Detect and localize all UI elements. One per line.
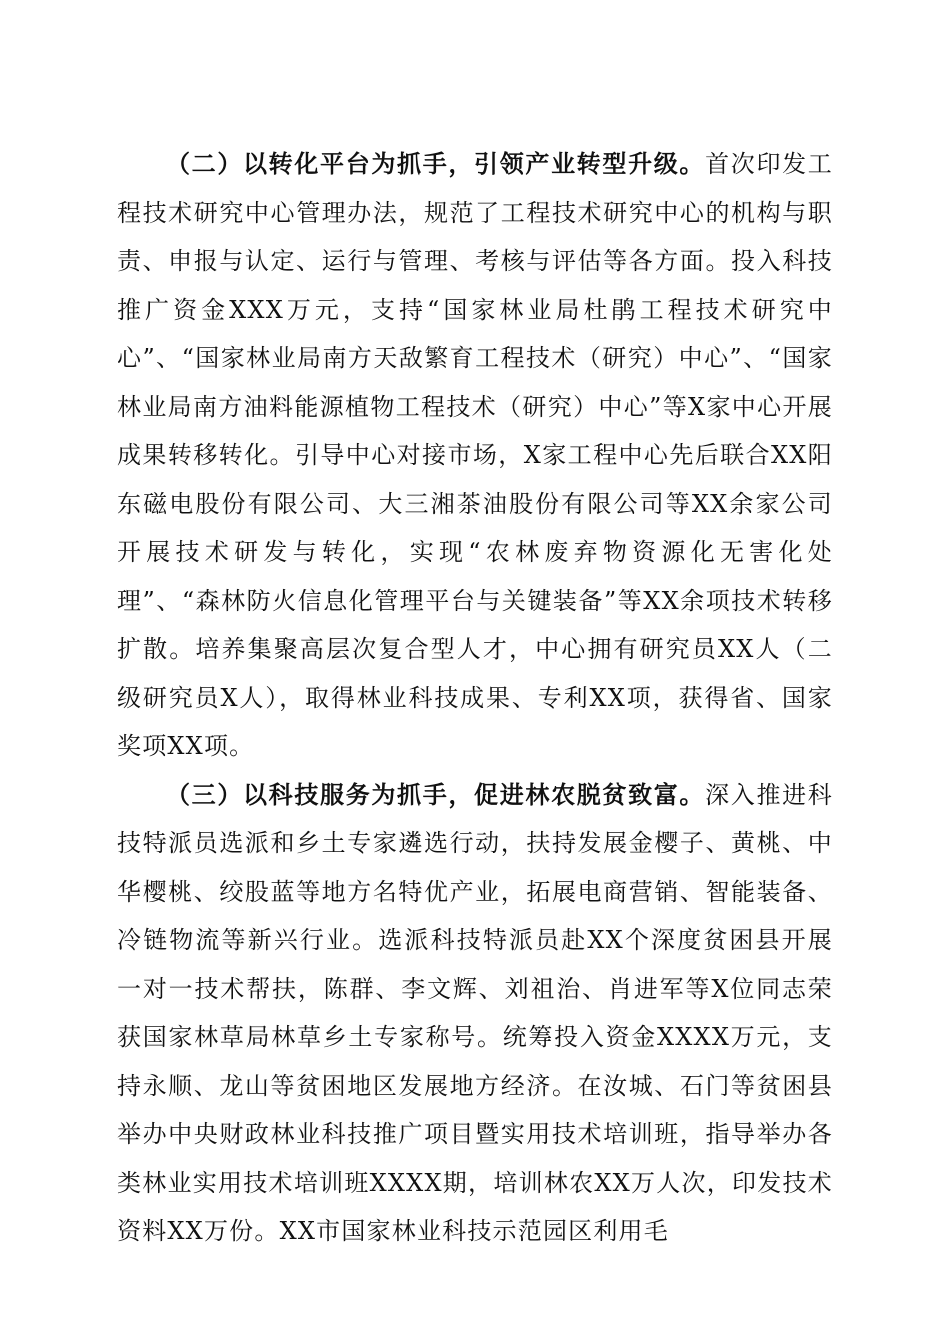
- paragraph-tech-services: [117, 771, 833, 1256]
- paragraph-body: 首次印发工程技术研究中心管理办法，规范了工程技术研究中心的机构与职责、申报与认定、运行与管理、考核与评估等各方面。投入科技推广资金XXX万元，支持“国家林业局杜鹃工程技术研究中心”、“国家林业局南方天敌繁育工程技术（研究）中心”、“国家林业局南方油料能源植物工程技术（研究）中心”等X家中心开展成果转移转化。引导中心对接市场，X家工程中心先后联合XX阳东磁电股份有限公司、大三湘茶油股份有限公司等XX余家公司开展技术研发与转化，实现“农林废弃物资源化无害化处理”、“森林防火信息化管理平台与关键装备”等XX余项技术转移扩散。培养集聚高层次复合型人才，中心拥有研究员XX人（二级研究员X人），取得林业科技成果、专利XX项，获得省、国家奖项XX项。: [117, 150, 833, 760]
- paragraph-transformation-platform: [117, 140, 833, 771]
- paragraph-body: 深入推进科技特派员选派和乡土专家遴选行动，扶持发展金樱子、黄桃、中华樱桃、绞股蓝等地方名特优产业，拓展电商营销、智能装备、冷链物流等新兴行业。选派科技特派员赴XX个深度贫困县开展一对一技术帮扶，陈群、李文辉、刘祖治、肖进军等X位同志荣获国家林草局林草乡土专家称号。统筹投入资金XXXX万元，支持永顺、龙山等贫困地区发展地方经济。在汝城、石门等贫困县举办中央财政林业科技推广项目暨实用技术培训班，指导举办各类林业实用技术培训班XXXX期，培训林农XX万人次，印发技术资料XX万份。XX市国家林业科技示范园区利用毛: [117, 780, 833, 1245]
- section-heading-three: （三）以科技服务为抓手，促进林农脱贫致富。: [166, 779, 706, 809]
- document-body: [117, 140, 833, 1256]
- section-heading-two: （二）以转化平台为抓手，引领产业转型升级。: [166, 149, 706, 178]
